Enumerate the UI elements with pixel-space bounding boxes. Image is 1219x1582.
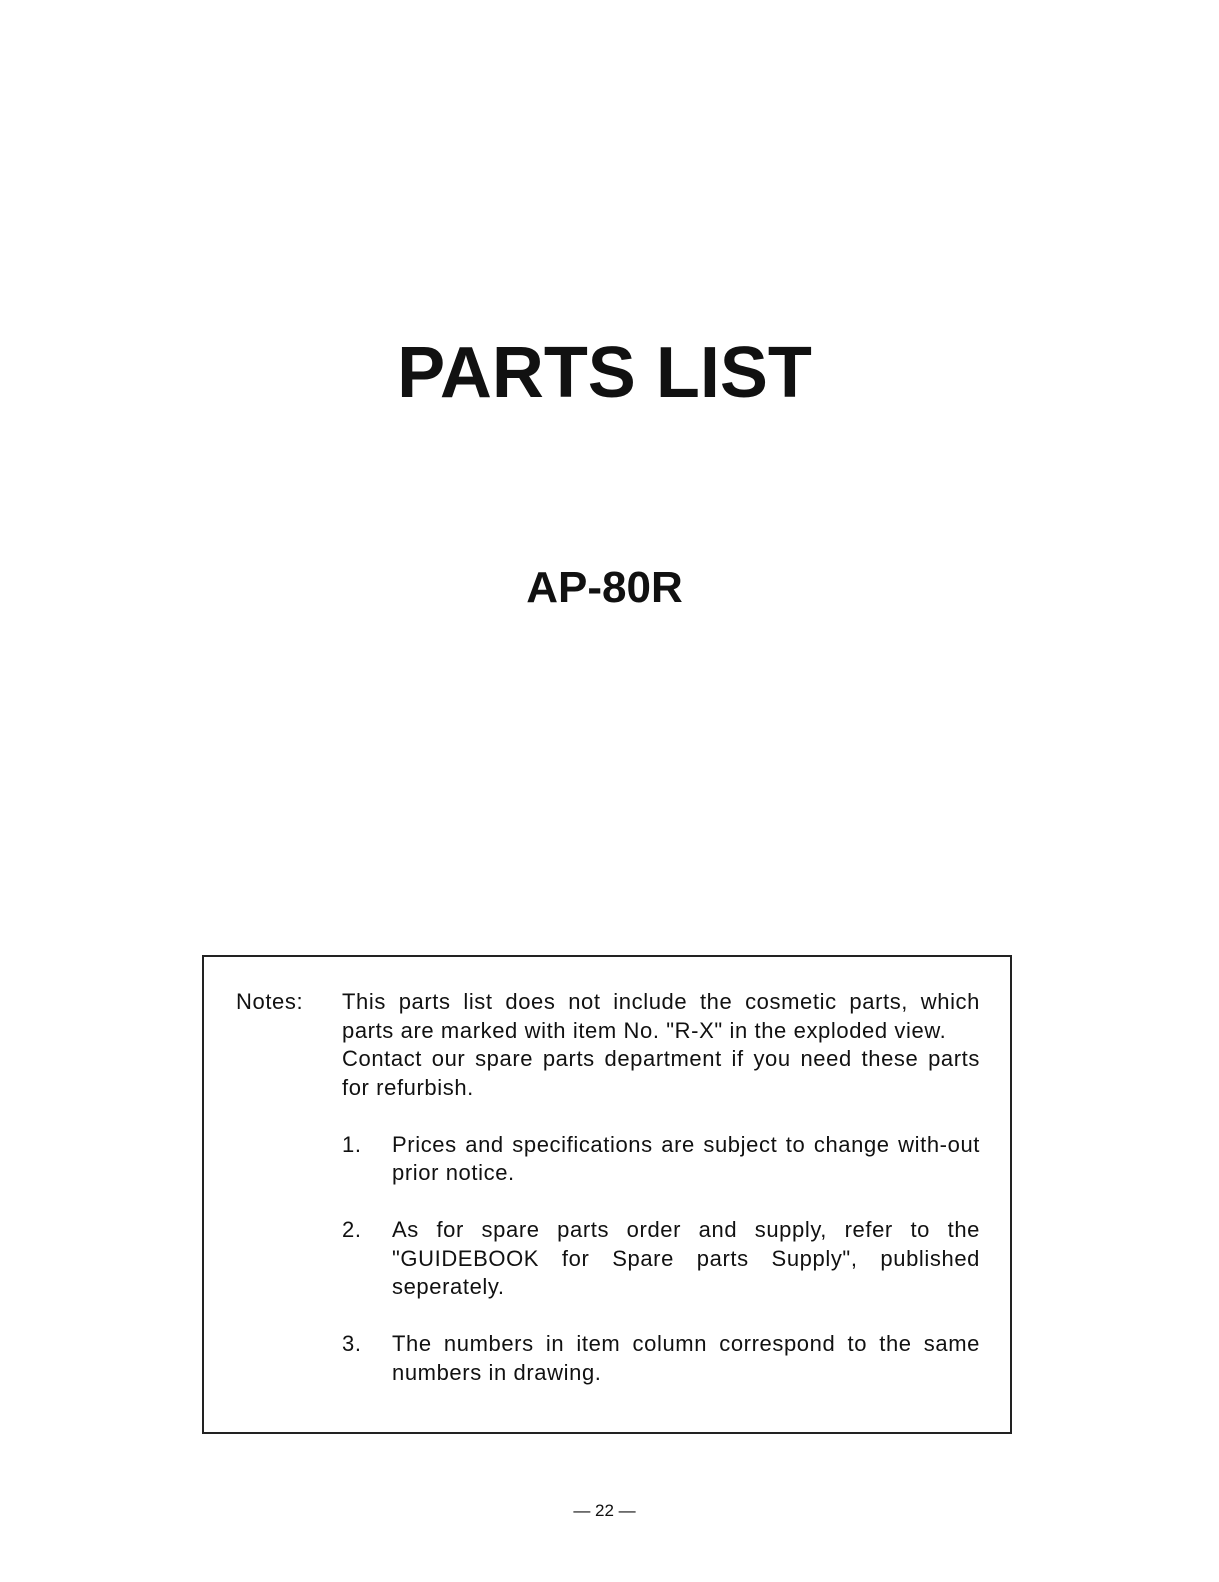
notes-intro-line1: This parts list does not include the cosmetic parts, which parts are marked with item No. "R-X" in the exploded view.	[342, 989, 980, 1043]
page-number: — 22 —	[573, 1501, 636, 1520]
note-item-2	[342, 1216, 980, 1302]
note-text: As for spare parts order and supply, refer to the "GUIDEBOOK for Spare parts Supply", published seperately.	[392, 1217, 980, 1299]
notes-box	[202, 955, 1012, 1434]
notes-body	[342, 988, 980, 1387]
page-title: PARTS LIST	[397, 333, 812, 413]
note-text: Prices and specifications are subject to change with-out prior notice.	[392, 1131, 980, 1185]
note-number: 2.	[342, 1217, 362, 1242]
note-item-3	[342, 1330, 980, 1387]
note-item-1	[342, 1131, 980, 1188]
note-text: The numbers in item column correspond to the same numbers in drawing.	[392, 1331, 980, 1385]
notes-intro-line2: Contact our spare parts department if you need these parts for refurbish.	[342, 1046, 980, 1100]
notes-intro	[342, 988, 980, 1102]
note-number: 1.	[342, 1131, 362, 1157]
notes-label: Notes:	[236, 989, 304, 1014]
note-number: 3.	[342, 1331, 362, 1356]
model-title: AP-80R	[526, 563, 683, 612]
